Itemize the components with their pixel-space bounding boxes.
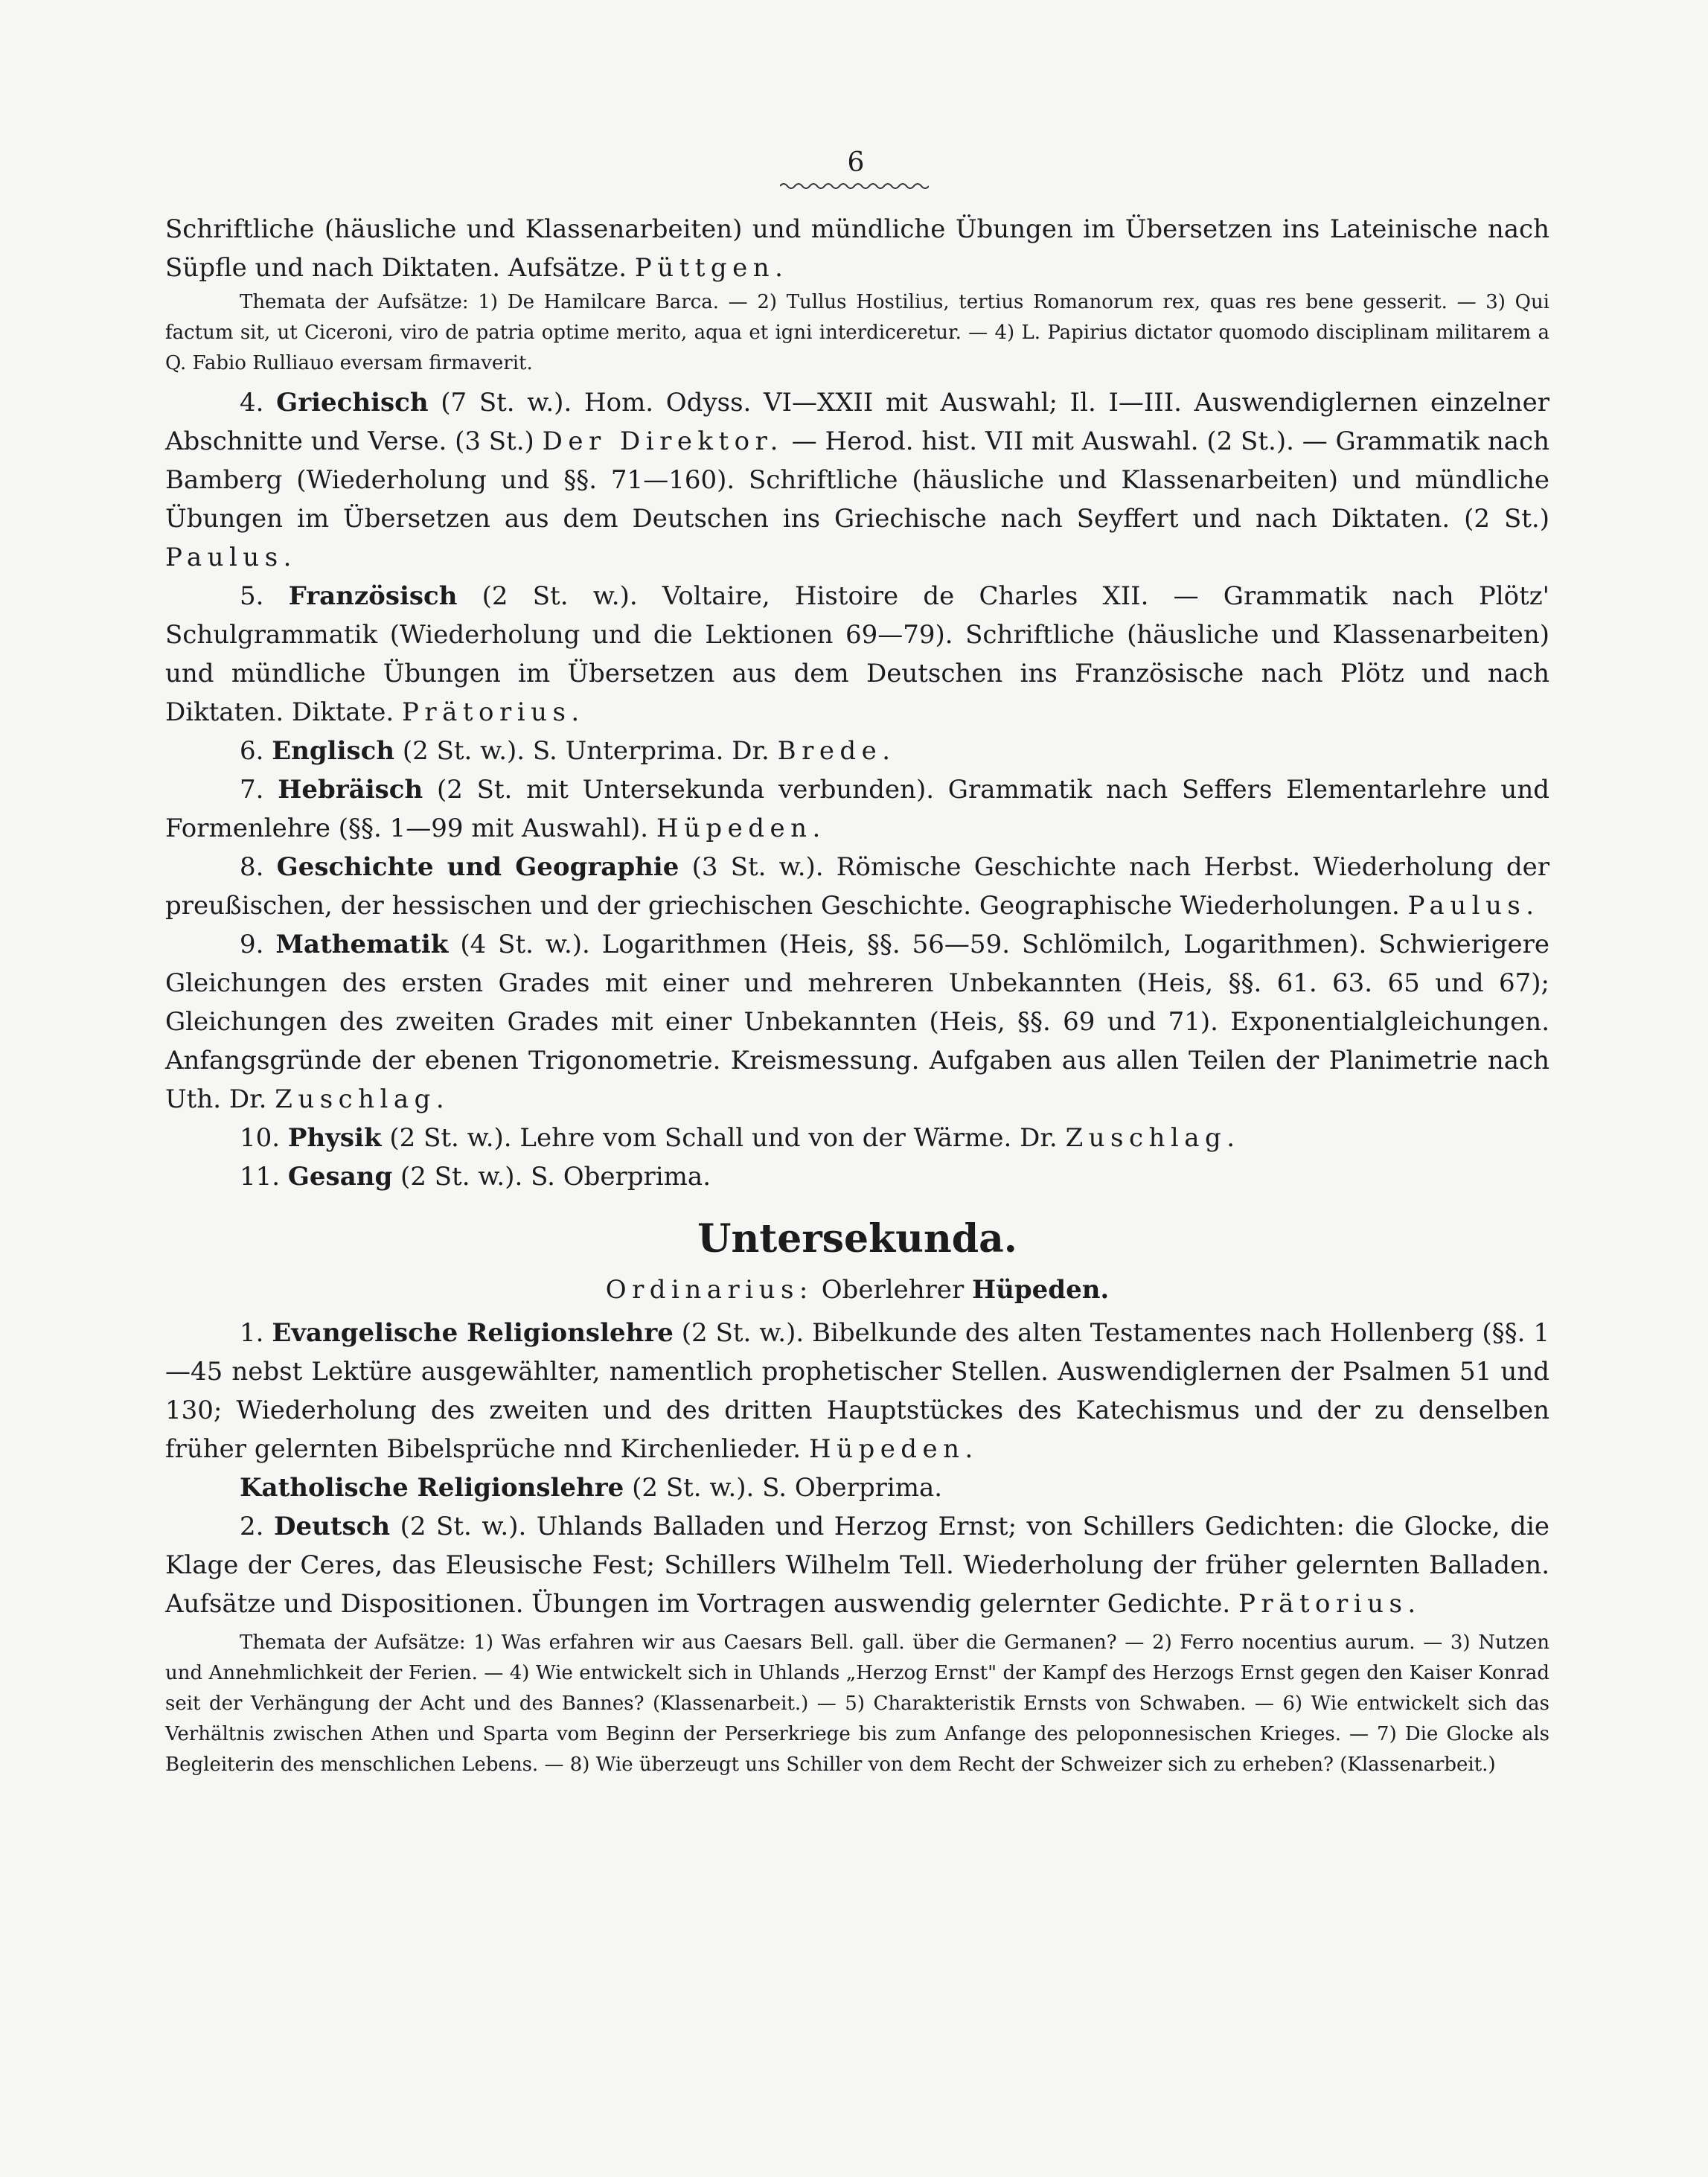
latin-themes-text: 1) De Hamilcare Barca. — 2) Tullus Hostilius, tertius Romanorum rex, quas res bene gesserit. — 3) Qui factum sit, ut Ciceroni, viro de patria optime merito, aqua et igni interdiceretur. — 4) L. Papirius dictator quomodo disciplinam militarem a Q. Fabio Rulliauo eversam firmaverit.: [165, 291, 1550, 374]
german-text: (2 St. w.). Uhlands Balladen und Herzog Ernst; von Schillers Gedichten: die Glocke, die Klage der Ceres, das Eleusische Fest; Schillers Wilhelm Tell. Wiederholung der früher gelernten Balladen. Aufsätze und Dispositionen. Übungen im Vortragen auswendig gelernter Gedichte.: [165, 1512, 1549, 1619]
subject-greek: [165, 383, 1549, 577]
body-text: [165, 210, 1549, 1780]
greek-heading: Griechisch: [276, 388, 429, 418]
french-teacher: Prätorius.: [402, 697, 585, 727]
math-number: 9.: [240, 930, 264, 959]
physics-number: 10.: [240, 1123, 281, 1153]
subject-hebrew: [165, 770, 1549, 848]
evangelical-number: 1.: [240, 1318, 264, 1348]
subject-math: [165, 925, 1549, 1119]
math-text: (4 St. w.). Logarithmen (Heis, §§. 56—59. Schlömilch, Logarithmen). Schwierigere Gleichungen des ersten Grades mit einer und mehreren Unbekannten (Heis, §§. 61. 63. 65 und 67); Gleichungen des zweiten Grades mit einer Unbekannten (Heis, §§. 69 und 71). Exponentialgleichungen. Anfangsgründe der ebenen Trigonometrie. Kreismessung. Aufgaben aus allen Teilen der Planimetrie nach Uth. Dr.: [165, 930, 1550, 1114]
german-themes-label: Themata der Aufsätze:: [240, 1631, 466, 1654]
history-teacher: Paulus.: [1407, 891, 1540, 921]
greek-text-a: (7 St. w.). Hom. Odyss. VI—XXII mit Auswahl; Il. I—III. Auswendiglernen einzelner Abschnitte und Verse. (3 St.): [165, 388, 1550, 456]
singing-number: 11.: [240, 1162, 281, 1192]
ordinarius-label: Ordinarius:: [605, 1275, 813, 1305]
latin-tail-text: Schriftliche (häusliche und Klassenarbeiten) und mündliche Übungen im Übersetzen ins Lateinische nach Süpfle und nach Diktaten. Aufsätze.: [165, 214, 1549, 283]
french-text: (2 St. w.). Voltaire, Histoire de Charles XII. — Grammatik nach Plötz' Schulgrammatik (Wiederholung und die Lektionen 69—79). Schriftliche (häusliche und Klassenarbeiten) und mündliche Übungen im Übersetzen aus dem Deutschen ins Französische nach Plötz und nach Diktaten. Diktate.: [165, 581, 1550, 727]
history-text: (3 St. w.). Römische Geschichte nach Herbst. Wiederholung der preußischen, der hessischen und der griechischen Geschichte. Geographische Wiederholungen.: [165, 852, 1550, 921]
subject-singing: [165, 1157, 1549, 1196]
math-teacher: Zuschlag.: [275, 1084, 450, 1114]
english-text: (2 St. w.). S. Unterprima. Dr.: [402, 736, 770, 766]
ordinarius-name: Hüpeden.: [972, 1275, 1110, 1305]
singing-heading: Gesang: [287, 1162, 393, 1192]
latin-continuation: [165, 210, 1549, 287]
english-heading: Englisch: [272, 736, 395, 766]
hebrew-heading: Hebräisch: [278, 775, 423, 805]
hebrew-text: (2 St. mit Untersekunda verbunden). Grammatik nach Seffers Elementarlehre und Formenlehre (§§. 1—99 mit Auswahl).: [165, 775, 1549, 843]
math-heading: Mathematik: [275, 930, 449, 959]
ordinarius-rank: Oberlehrer: [821, 1275, 965, 1305]
latin-themes: [165, 287, 1549, 379]
page-number: 6: [847, 147, 865, 178]
hebrew-teacher: Hüpeden.: [656, 813, 826, 843]
english-number: 6.: [240, 736, 264, 766]
physics-heading: Physik: [287, 1123, 382, 1153]
subject-evangelical-religion: [165, 1314, 1549, 1468]
evangelical-heading: Evangelische Religionslehre: [272, 1318, 674, 1348]
subject-history: [165, 848, 1549, 925]
history-number: 8.: [240, 852, 264, 882]
hebrew-number: 7.: [240, 775, 264, 805]
subject-english: [165, 732, 1549, 770]
catholic-heading: Katholische Religionslehre: [240, 1473, 624, 1503]
french-number: 5.: [240, 581, 264, 611]
physics-text: (2 St. w.). Lehre vom Schall und von der Wärme. Dr.: [389, 1123, 1058, 1153]
evangelical-text: (2 St. w.). Bibelkunde des alten Testamentes nach Hollenberg (§§. 1—45 nebst Lektüre ausgewählter, namentlich prophetischer Stellen. Auswendiglernen der Psalmen 51 und 130; Wiederholung des zweiten und des dritten Hauptstückes des Katechismus und der zu denselben früher gelernten Bibelsprüche nnd Kirchenlieder.: [165, 1318, 1549, 1464]
greek-number: 4.: [240, 388, 264, 418]
section-title-untersekunda: Untersekunda.: [697, 1216, 1017, 1262]
greek-teacher-a: Der Direktor.: [542, 426, 784, 456]
subject-german: [165, 1507, 1549, 1623]
german-themes-text: 1) Was erfahren wir aus Caesars Bell. gall. über die Germanen? — 2) Ferro nocentius aurum. — 3) Nutzen und Annehmlichkeit der Ferien. — 4) Wie entwickelt sich in Uhlands „Herzog Ernst" der Kampf des Herzogs Ernst gegen den Kaiser Konrad seit der Verhängung der Acht und des Bannes? (Klassenarbeit.) — 5) Charakteristik Ernsts von Schwaben. — 6) Wie entwickelt sich das Verhältnis zwischen Athen und Sparta vom Beginn der Perserkriege bis zum Anfange des peloponnesischen Krieges. — 7) Die Glocke als Begleiterin des menschlichen Lebens. — 8) Wie überzeugt uns Schiller von dem Recht der Schweizer sich zu erheben? (Klassenarbeit.): [165, 1631, 1549, 1776]
german-number: 2.: [240, 1512, 264, 1541]
greek-teacher-b: Paulus.: [165, 543, 297, 572]
german-heading: Deutsch: [273, 1512, 391, 1541]
subject-physics: [165, 1119, 1549, 1157]
french-heading: Französisch: [288, 581, 458, 611]
evangelical-teacher: Hüpeden.: [808, 1434, 979, 1464]
subject-catholic-religion: [165, 1468, 1549, 1507]
greek-text-b: — Herod. hist. VII mit Auswahl. (2 St.). — Grammatik nach Bamberg (Wiederholung und §§. 71—160). Schriftliche (häusliche und Klassenarbeiten) und mündliche Übungen im Übersetzen aus dem Deutschen ins Griechische nach Seyffert und nach Diktaten. (2 St.): [165, 426, 1549, 534]
wavy-rule-ornament: [780, 179, 929, 194]
german-teacher: Prätorius.: [1238, 1589, 1421, 1619]
latin-themes-label: Themata der Aufsätze:: [240, 291, 469, 313]
catholic-text: (2 St. w.). S. Oberprima.: [632, 1473, 943, 1503]
latin-teacher: Püttgen.: [634, 253, 789, 283]
english-teacher: Brede.: [777, 736, 896, 766]
ordinarius-line: [165, 1270, 1549, 1309]
history-heading: Geschichte und Geographie: [276, 852, 679, 882]
subject-french: [165, 577, 1549, 732]
singing-text: (2 St. w.). S. Oberprima.: [400, 1162, 711, 1192]
physics-teacher: Zuschlag.: [1065, 1123, 1241, 1153]
german-themes: [165, 1628, 1549, 1780]
